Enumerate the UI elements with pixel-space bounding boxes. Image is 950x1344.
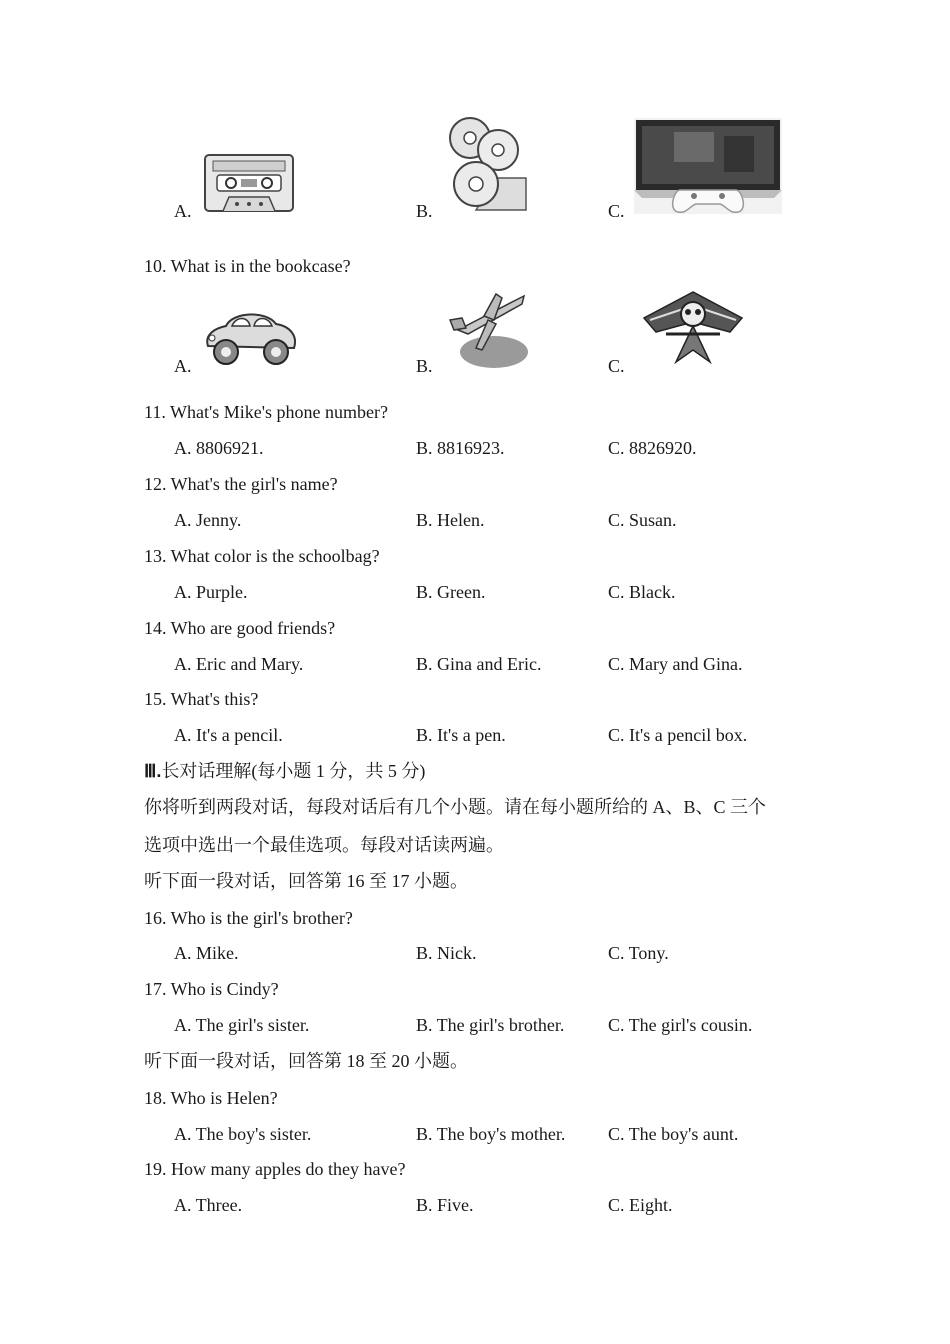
- q18-option-c: C. The boy's aunt.: [608, 1124, 739, 1144]
- q16-option-c: C. Tony.: [608, 943, 669, 963]
- question-10: 10. What is in the bookcase?: [144, 256, 351, 276]
- kite-icon: [636, 288, 750, 368]
- question-14: 14. Who are good friends?: [144, 618, 336, 638]
- q10-option-b-label: B.: [416, 356, 433, 376]
- question-13: 13. What color is the schoolbag?: [144, 546, 380, 566]
- toy-car-icon: [200, 304, 300, 368]
- q18-option-b: B. The boy's mother.: [416, 1124, 566, 1144]
- q15-option-b: B. It's a pen.: [416, 725, 506, 745]
- q12-option-a: A. Jenny.: [174, 510, 242, 530]
- q11-option-a: A. 8806921.: [174, 438, 264, 458]
- q19-option-c: C. Eight.: [608, 1195, 673, 1215]
- q19-option-b: B. Five.: [416, 1195, 474, 1215]
- question-19: 19. How many apples do they have?: [144, 1159, 406, 1179]
- section-3-instructions-line-1: 你将听到两段对话，每段对话后有几个小题。请在每小题所给的 A、B、C 三个: [144, 797, 767, 817]
- q17-option-a: A. The girl's sister.: [174, 1015, 310, 1035]
- q12-option-c: C. Susan.: [608, 510, 677, 530]
- q15-option-c: C. It's a pencil box.: [608, 725, 748, 745]
- q12-option-b: B. Helen.: [416, 510, 485, 530]
- q15-option-a: A. It's a pencil.: [174, 725, 283, 745]
- q10-option-a-label: A.: [174, 356, 192, 376]
- question-18: 18. Who is Helen?: [144, 1088, 278, 1108]
- q13-option-b: B. Green.: [416, 582, 486, 602]
- cassette-tape-icon: [203, 153, 295, 213]
- section-3-numeral: Ⅲ.: [144, 761, 162, 781]
- q14-option-c: C. Mary and Gina.: [608, 654, 743, 674]
- q11-option-b: B. 8816923.: [416, 438, 505, 458]
- q13-option-c: C. Black.: [608, 582, 676, 602]
- q9-option-c-label: C.: [608, 201, 625, 221]
- section-3-title: 长对话理解(每小题 1 分，共 5 分): [161, 761, 426, 781]
- laptop-game-controller-icon: [634, 118, 782, 214]
- dialogue-1-intro: 听下面一段对话，回答第 16 至 17 小题。: [144, 871, 468, 891]
- q10-option-c-label: C.: [608, 356, 625, 376]
- q14-option-b: B. Gina and Eric.: [416, 654, 542, 674]
- q17-option-b: B. The girl's brother.: [416, 1015, 565, 1035]
- q18-option-a: A. The boy's sister.: [174, 1124, 312, 1144]
- section-3-instructions-line-2: 选项中选出一个最佳选项。每段对话读两遍。: [144, 835, 504, 855]
- q16-option-a: A. Mike.: [174, 943, 239, 963]
- question-11: 11. What's Mike's phone number?: [144, 402, 388, 422]
- question-17: 17. Who is Cindy?: [144, 979, 279, 999]
- section-3-heading: [144, 760, 425, 782]
- q9-option-a-label: A.: [174, 201, 192, 221]
- q16-option-b: B. Nick.: [416, 943, 477, 963]
- question-16: 16. Who is the girl's brother?: [144, 908, 353, 928]
- q9-option-b-label: B.: [416, 201, 433, 221]
- q17-option-c: C. The girl's cousin.: [608, 1015, 753, 1035]
- q19-option-a: A. Three.: [174, 1195, 243, 1215]
- q14-option-a: A. Eric and Mary.: [174, 654, 304, 674]
- dialogue-2-intro: 听下面一段对话，回答第 18 至 20 小题。: [144, 1051, 468, 1071]
- q11-option-c: C. 8826920.: [608, 438, 697, 458]
- toy-plane-icon: [444, 290, 532, 370]
- q13-option-a: A. Purple.: [174, 582, 248, 602]
- question-12: 12. What's the girl's name?: [144, 474, 338, 494]
- cd-discs-icon: [446, 116, 530, 214]
- question-15: 15. What's this?: [144, 689, 259, 709]
